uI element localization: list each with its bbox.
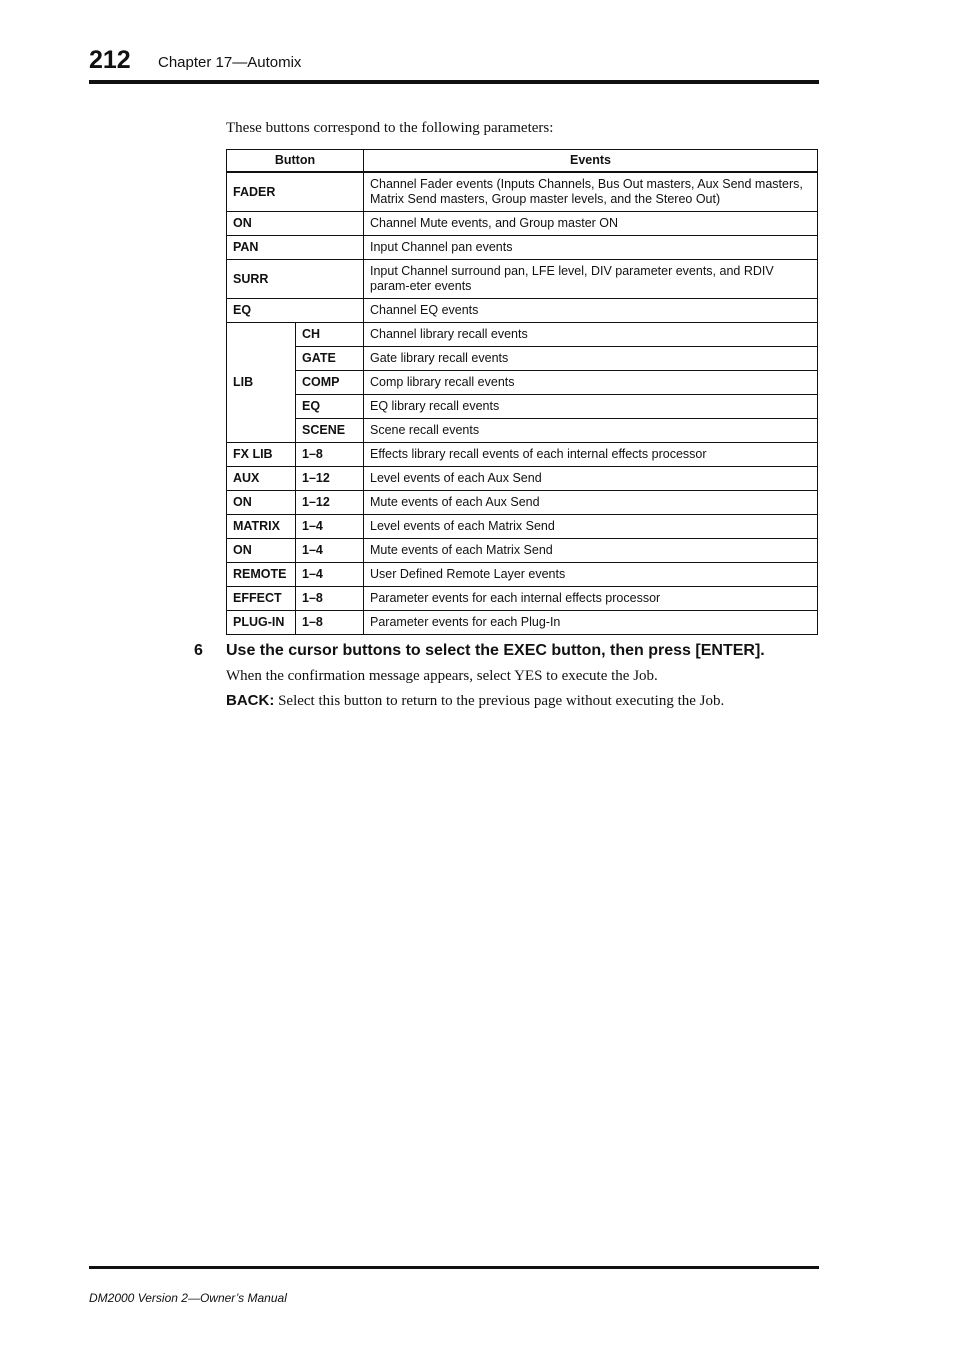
button-cell: EQ [227,299,364,323]
page-number: 212 [89,46,131,74]
table-row [227,515,818,539]
table-row [227,212,818,236]
back-paragraph [226,691,724,711]
table-row [227,347,818,371]
event-cell: Channel EQ events [364,299,818,323]
table-row [227,563,818,587]
sub-cell: CH [296,323,364,347]
table-header-row [227,150,818,173]
table-row [227,443,818,467]
event-cell: Input Channel surround pan, LFE level, DIV parameter events, and RDIV param-eter events [364,260,818,299]
table-row [227,491,818,515]
sub-cell: 1–8 [296,587,364,611]
back-description: Select this button to return to the previous page without executing the Job. [274,693,725,709]
footer-rule [89,1266,819,1269]
step-text: Use the cursor buttons to select the EXEC button, then press [ENTER]. [226,642,765,659]
button-cell: AUX [227,467,296,491]
event-cell: Level events of each Matrix Send [364,515,818,539]
event-cell: Channel Mute events, and Group master ON [364,212,818,236]
button-cell: PLUG-IN [227,611,296,635]
event-cell: Parameter events for each Plug-In [364,611,818,635]
sub-cell: 1–8 [296,611,364,635]
back-label: BACK: [226,692,275,709]
button-cell: PAN [227,236,364,260]
sub-cell: 1–8 [296,443,364,467]
step-number: 6 [194,642,203,659]
table-row [227,539,818,563]
confirmation-paragraph: When the confirmation message appears, select YES to execute the Job. [226,668,658,684]
chapter-title: Chapter 17—Automix [158,54,302,71]
event-cell: Input Channel pan events [364,236,818,260]
event-cell: User Defined Remote Layer events [364,563,818,587]
button-cell: FADER [227,172,364,212]
event-cell: Effects library recall events of each internal effects processor [364,443,818,467]
table-row [227,395,818,419]
table-row [227,587,818,611]
table-row [227,299,818,323]
event-cell: EQ library recall events [364,395,818,419]
button-cell: ON [227,491,296,515]
event-cell: Gate library recall events [364,347,818,371]
sub-cell: GATE [296,347,364,371]
table-row [227,611,818,635]
button-cell: EFFECT [227,587,296,611]
table-row [227,172,818,212]
event-cell: Channel library recall events [364,323,818,347]
event-cell: Parameter events for each internal effects processor [364,587,818,611]
button-cell: ON [227,212,364,236]
event-cell: Level events of each Aux Send [364,467,818,491]
sub-cell: SCENE [296,419,364,443]
sub-cell: 1–4 [296,539,364,563]
sub-cell: EQ [296,395,364,419]
sub-cell: 1–12 [296,491,364,515]
event-cell: Mute events of each Matrix Send [364,539,818,563]
button-cell: FX LIB [227,443,296,467]
event-cell: Scene recall events [364,419,818,443]
button-cell: LIB [227,323,296,443]
button-cell: REMOTE [227,563,296,587]
table-row [227,371,818,395]
sub-cell: 1–4 [296,515,364,539]
sub-cell: 1–12 [296,467,364,491]
event-cell: Mute events of each Aux Send [364,491,818,515]
button-cell: SURR [227,260,364,299]
table-row [227,467,818,491]
parameters-table [226,149,818,635]
sub-cell: 1–4 [296,563,364,587]
table-row [227,419,818,443]
event-cell: Comp library recall events [364,371,818,395]
header-events: Events [364,150,818,173]
table-row [227,260,818,299]
footer-text: DM2000 Version 2—Owner’s Manual [89,1291,287,1305]
header-button: Button [227,150,364,173]
sub-cell: COMP [296,371,364,395]
intro-text: These buttons correspond to the following parameters: [226,120,554,136]
event-cell: Channel Fader events (Inputs Channels, Bus Out masters, Aux Send masters, Matrix Send masters, Group master levels, and the Stereo Out) [364,172,818,212]
table-row [227,236,818,260]
header-rule [89,80,819,84]
table-row [227,323,818,347]
button-cell: MATRIX [227,515,296,539]
button-cell: ON [227,539,296,563]
